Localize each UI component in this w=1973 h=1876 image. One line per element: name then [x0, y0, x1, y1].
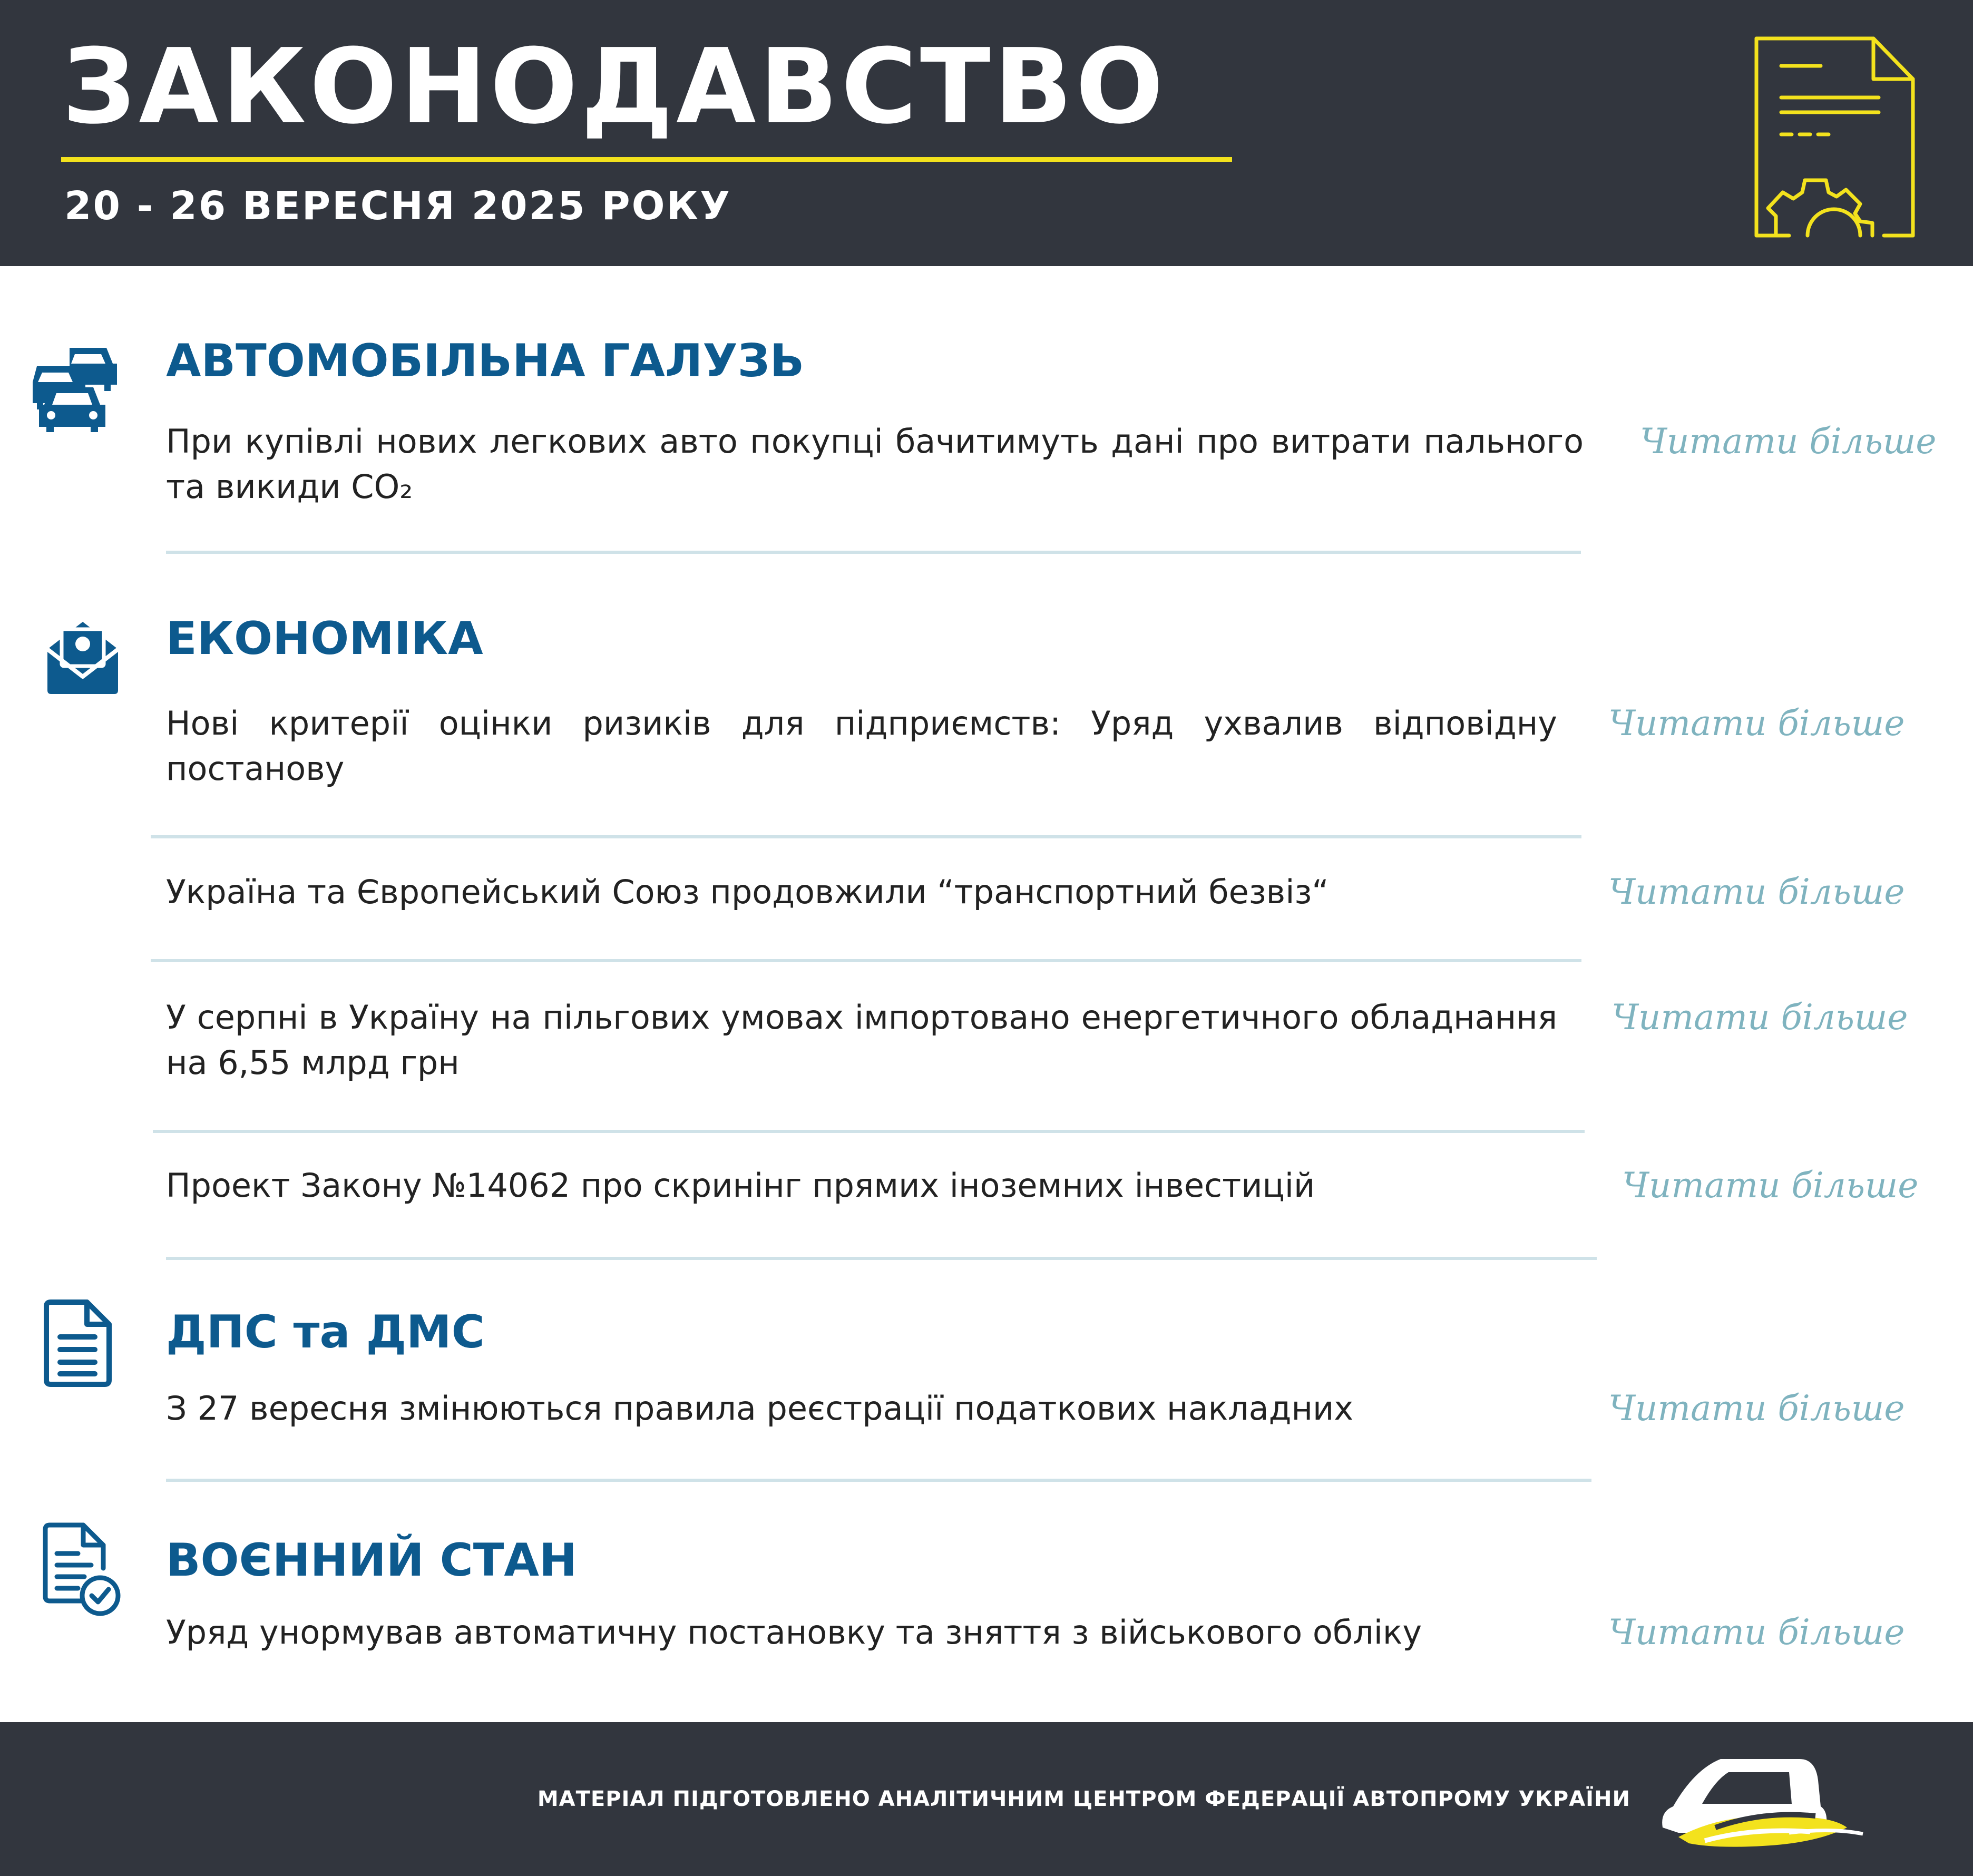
- section-title-tax: ДПС та ДМС: [166, 1306, 485, 1359]
- document-gear-icon: [1752, 34, 1923, 240]
- news-item-text: Нові критерії оцінки ризиків для підприємств: Уряд ухвалив відповідну постанову: [166, 704, 1557, 788]
- read-more-link[interactable]: Читати більше: [1640, 421, 1937, 462]
- page-title: ЗАКОНОДАВСТВО: [62, 27, 1167, 147]
- divider: [166, 1479, 1591, 1482]
- read-more-link[interactable]: Читати більше: [1608, 1612, 1905, 1653]
- read-more-link[interactable]: Читати більше: [1622, 1165, 1919, 1206]
- divider: [166, 1257, 1597, 1260]
- car-logo-icon: [1657, 1748, 1873, 1862]
- document-icon: [42, 1299, 113, 1388]
- section-title-martial-law: ВОЄННИЙ СТАН: [166, 1534, 577, 1587]
- news-item-text: З 27 вересня змінюються правила реєстрації податкових накладних: [166, 1389, 1354, 1428]
- section-title-auto: АВТОМОБІЛЬНА ГАЛУЗЬ: [166, 335, 805, 387]
- divider: [151, 959, 1581, 962]
- section-title-economy: ЕКОНОМІКА: [166, 612, 483, 665]
- document-check-icon: [41, 1522, 121, 1621]
- read-more-link[interactable]: Читати більше: [1611, 997, 1908, 1038]
- cars-icon: [33, 343, 122, 432]
- footer-banner: [0, 1722, 1973, 1876]
- header-banner: [0, 0, 1973, 266]
- news-item-text: Проект Закону №14062 про скринінг прямих іноземних інвестицій: [166, 1166, 1315, 1205]
- read-more-link[interactable]: Читати більше: [1608, 703, 1905, 744]
- money-envelope-icon: [43, 618, 122, 697]
- read-more-link[interactable]: Читати більше: [1608, 1388, 1905, 1429]
- divider: [153, 1130, 1585, 1133]
- divider: [151, 835, 1581, 838]
- news-item-text: Україна та Європейський Союз продовжили “транспортний безвіз“: [166, 873, 1329, 911]
- news-item-text: У серпні в Україну на пільгових умовах імпортовано енергетичного обладнання на 6,55 млрд грн: [166, 998, 1557, 1082]
- news-item-text: Уряд унормував автоматичну постановку та зняття з військового обліку: [166, 1613, 1422, 1652]
- divider: [166, 551, 1581, 554]
- read-more-link[interactable]: Читати більше: [1608, 872, 1905, 912]
- date-range: 20 - 26 ВЕРЕСНЯ 2025 РОКУ: [64, 183, 732, 229]
- news-item-text: При купівлі нових легкових авто покупці бачитимуть дані про витрати пального та викиди СО₂: [166, 422, 1584, 506]
- title-underline: [61, 157, 1232, 162]
- footer-credit: МАТЕРІАЛ ПІДГОТОВЛЕНО АНАЛІТИЧНИМ ЦЕНТРОМ ФЕДЕРАЦІЇ АВТОПРОМУ УКРАЇНИ: [537, 1787, 1630, 1811]
